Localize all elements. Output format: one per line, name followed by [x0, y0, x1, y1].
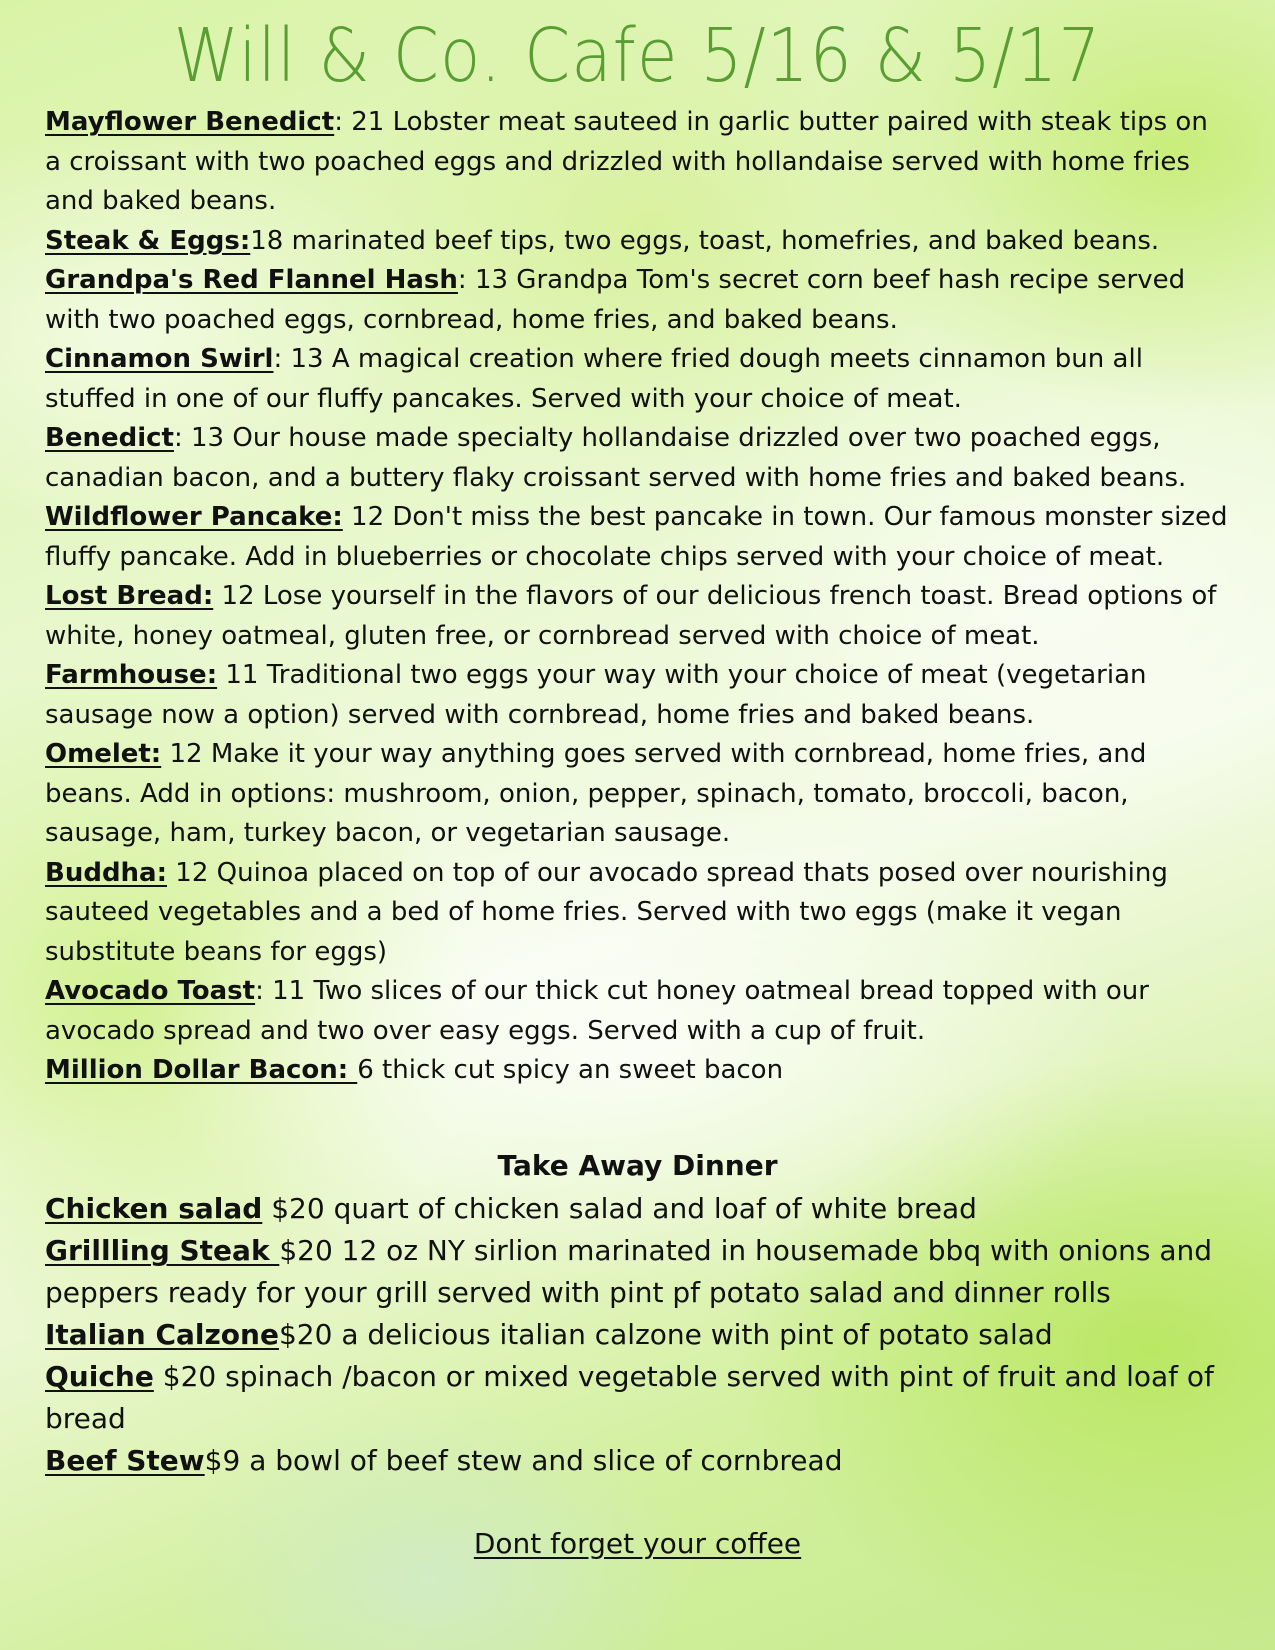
- dinner-item-description: $9 a bowl of beef stew and slice of cornbread: [204, 1444, 843, 1477]
- menu-item-separator: :: [334, 107, 343, 137]
- coffee-reminder: Dont forget your coffee: [473, 1527, 802, 1560]
- menu-item-name: Grandpa's Red Flannel Hash: [45, 265, 458, 295]
- menu-item: [45, 854, 1230, 973]
- menu-item: [45, 735, 1230, 854]
- dinner-item: [45, 1188, 1235, 1230]
- menu-item-name: Mayflower Benedict: [45, 107, 335, 137]
- menu-item-description: 18 marinated beef tips, two eggs, toast, homefries, and baked beans.: [250, 225, 1160, 256]
- menu-item: [45, 261, 1230, 340]
- menu-item-name: Lost Bread:: [45, 581, 214, 611]
- menu-item-name: Buddha:: [45, 857, 168, 888]
- dinner-item-name: Chicken salad: [45, 1192, 263, 1225]
- menu-item-description: 21 Lobster meat sauteed in garlic butter paired with steak tips on a croissant with two poached eggs and drizzled with hollandaise served with home fries and baked beans.: [45, 107, 1208, 216]
- menu-item-name: Wildflower Pancake:: [45, 502, 343, 532]
- dinner-item-name: Beef Stew: [45, 1444, 205, 1477]
- dinner-item: [45, 1230, 1235, 1314]
- menu-item: [45, 340, 1230, 419]
- menu-item: [45, 103, 1230, 222]
- menu-item-description: 12 Make it your way anything goes served with cornbread, home fries, and beans. Add in options: mushroom, onion, pepper, spinach, tomato, broccoli, bacon, sausage, ham, turkey bacon, or vegetarian sausage.: [45, 739, 1147, 848]
- menu-item-name: Steak & Eggs:: [45, 225, 251, 256]
- dinner-item-name: Grillling Steak: [45, 1234, 280, 1267]
- menu-item: [45, 656, 1230, 735]
- menu-item-name: Cinnamon Swirl: [45, 344, 274, 374]
- menu-item: [45, 498, 1230, 577]
- menu-item-description: 11 Traditional two eggs your way with your choice of meat (vegetarian sausage now a option) served with cornbread, home fries and baked beans.: [45, 660, 1147, 730]
- page-title: Will & Co. Cafe 5/16 & 5/17: [173, 12, 1102, 99]
- breakfast-menu: [45, 103, 1230, 1091]
- menu-item-description: 13 A magical creation where fried dough meets cinnamon bun all stuffed in one of our fluffy pancakes. Served with your choice of meat.: [45, 344, 1143, 414]
- menu-item: [45, 419, 1230, 498]
- menu-item: [45, 222, 1230, 262]
- menu-item-name: Avocado Toast: [45, 976, 256, 1006]
- menu-item-description: 6 thick cut spicy an sweet bacon: [357, 1055, 784, 1085]
- menu-item-description: 12 Don't miss the best pancake in town. Our famous monster sized fluffy pancake. Add in blueberries or chocolate chips served with your choice of meat.: [45, 502, 1228, 572]
- menu-item-description: 11 Two slices of our thick cut honey oatmeal bread topped with our avocado spread and two over easy eggs. Served with a cup of fruit.: [45, 976, 1149, 1046]
- menu-item: [45, 577, 1230, 656]
- dinner-item: [45, 1440, 1235, 1482]
- dinner-menu: [45, 1188, 1235, 1482]
- dinner-item-description: $20 spinach /bacon or mixed vegetable served with pint of fruit and loaf of bread: [45, 1360, 1214, 1435]
- dinner-item-description: $20 a delicious italian calzone with pint of potato salad: [278, 1318, 1053, 1351]
- take-away-dinner-heading: Take Away Dinner: [497, 1149, 778, 1182]
- menu-item-separator: :: [255, 976, 264, 1006]
- menu-item-name: Benedict: [45, 423, 174, 453]
- menu-item: [45, 1051, 1230, 1091]
- menu-item-description: 13 Grandpa Tom's secret corn beef hash recipe served with two poached eggs, cornbread, home fries, and baked beans.: [45, 265, 1186, 335]
- dinner-item-description: $20 12 oz NY sirlion marinated in housemade bbq with onions and peppers ready for your grill served with pint pf potato salad and dinner rolls: [45, 1234, 1213, 1309]
- menu-item-name: Omelet:: [45, 739, 162, 769]
- dinner-item-description: $20 quart of chicken salad and loaf of white bread: [262, 1192, 977, 1225]
- menu-item-description: 13 Our house made specialty hollandaise drizzled over two poached eggs, canadian bacon, and a buttery flaky croissant served with home fries and baked beans.: [45, 423, 1187, 493]
- menu-item-name: Farmhouse:: [45, 660, 218, 690]
- menu-item-separator: :: [457, 265, 467, 295]
- dinner-item-name: Quiche: [45, 1360, 154, 1393]
- dinner-item: [45, 1314, 1235, 1356]
- menu-item-description: 12 Lose yourself in the flavors of our delicious french toast. Bread options of white, honey oatmeal, gluten free, or cornbread served with choice of meat.: [45, 581, 1217, 651]
- dinner-item-name: Italian Calzone: [45, 1318, 279, 1351]
- menu-item-description: 12 Quinoa placed on top of our avocado spread thats posed over nourishing sauteed vegetables and a bed of home fries. Served with two eggs (make it vegan substitute beans for eggs): [45, 857, 1168, 967]
- menu-item-name: Million Dollar Bacon:: [45, 1055, 358, 1085]
- dinner-item: [45, 1356, 1235, 1440]
- menu-item-separator: :: [173, 423, 183, 453]
- menu-item-separator: :: [273, 344, 283, 374]
- menu-item: [45, 972, 1230, 1051]
